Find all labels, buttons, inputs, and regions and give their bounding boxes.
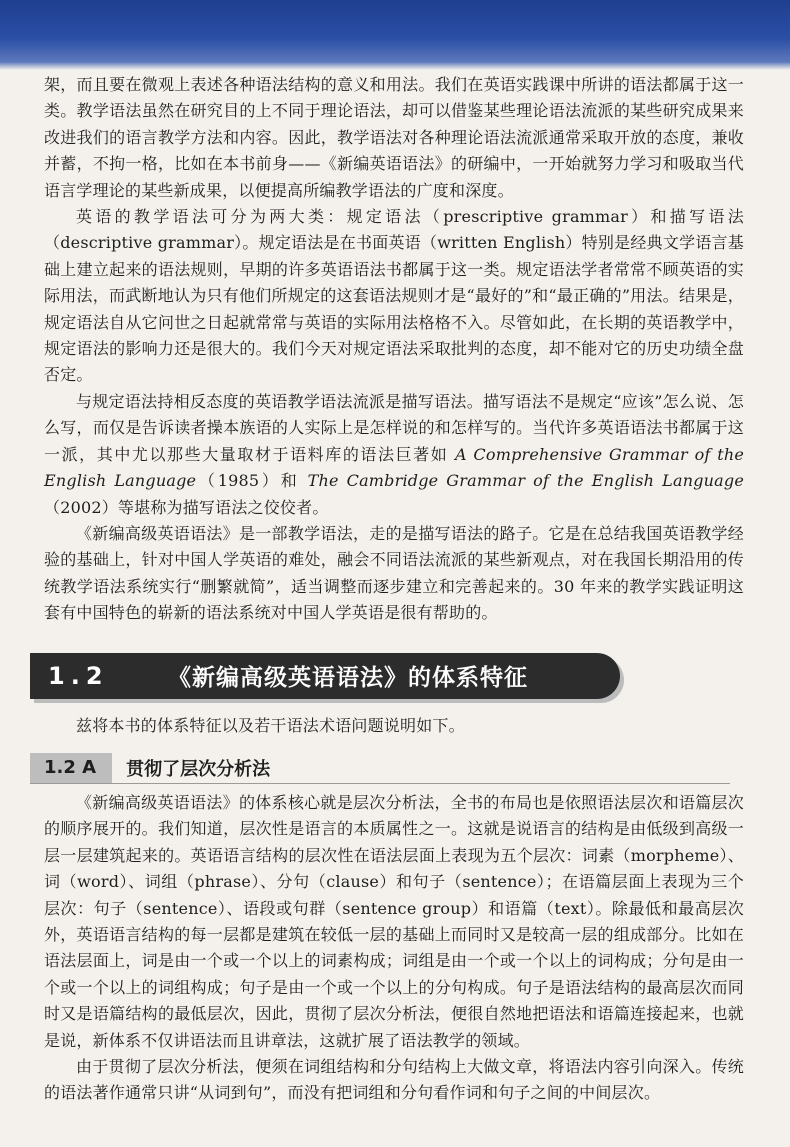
paragraph-hierarchy: 《新编高级英语语法》的体系核心就是层次分析法，全书的布局也是依照语法层次和语篇层次的顺序展开的。我们知道，层次性是语言的本质属性之一。这就是说语言的结构是由低级到高级一层一层建筑起来的。英语语言结构的层次性在语法层面上表现为五个层次：词素（morpheme）、词（word）、词组（phrase）、分句（clause）和句子（sentence）；在语篇层面上表现为三个层次：句子（sentence）、语段或句群（sentence group）和语篇（text）。除最低和最高层次外，英语语言结构的每一层都是建筑在较低一层的基础上而同时又是较高一层的组成部分。比如在语法层面上，词是由一个或一个以上的词素构成；词组是由一个或一个以上的词构成；分句是由一个或一个以上的词组构成；句子是由一个或一个以上的分句构成。句子是语法结构的最高层次而同时又是语篇结构的最低层次，因此，贯彻了层次分析法，便很自然地把语法和语篇连接起来，也就是说，新体系不仅讲语法而且讲章法，这就扩展了语法教学的领域。 <box>44 792 744 1050</box>
subsection-number: 1.2 A <box>30 753 112 783</box>
paragraph-descriptive <box>44 389 744 521</box>
page-body <box>44 72 744 1107</box>
cover-band <box>0 0 790 70</box>
descriptive-text-1: 与规定语法持相反态度的英语教学语法流派是描写语法。描写语法不是规定“应该”怎么说、怎么写，而仅是告诉读者操本族语的人实际上是怎样说的和怎样写的。当代许多英语语法书都属于这一派，其中尤以那些大量取材于语料库的语法巨著如 <box>44 391 744 464</box>
descriptive-text-2: （1985）和 <box>196 471 300 491</box>
book-title-comprehensive: A Comprehensive Grammar of the English Language <box>44 444 744 491</box>
subsection-heading <box>30 753 730 784</box>
paragraph-intro: 架，而且要在微观上表述各种语法结构的意义和用法。我们在英语实践课中所讲的语法都属于这一类。教学语法虽然在研究目的上不同于理论语法，却可以借鉴某些理论语法流派的某些研究成果来改进我们的语言教学方法和内容。因此，教学语法对各种理论语法流派通常采取开放的态度，兼收并蓄，不拘一格，比如在本书前身——《新编英语语法》的研编中，一开始就努力学习和吸取当代语言学理论的某些新成果，以便提高所编教学语法的广度和深度。 <box>44 75 744 200</box>
paragraph-prescriptive: 英语的教学语法可分为两大类：规定语法（prescriptive grammar）和描写语法（descriptive grammar）。规定语法是在书面英语（written English）特别是经典文学语言基础上建立起来的语法规则，早期的许多英语语法书都属于这一类。规定语法学者常常不顾英语的实际用法，而武断地认为只有他们所规定的这套语法规则才是“最好的”和“最正确的”用法。结果是，规定语法自从它问世之日起就常常与英语的实际用法格格不入。尽管如此，在长期的英语教学中，规定语法的影响力还是很大的。我们今天对规定语法采取批判的态度，却不能对它的历史功绩全盘否定。 <box>44 207 744 385</box>
paragraph-last: 由于贯彻了层次分析法，便须在词组结构和分句结构上大做文章，将语法内容引向深入。传统的语法著作通常只讲“从词到句”，而没有把词组和分句看作词和句子之间的中间层次。 <box>44 1057 744 1103</box>
section-number: 1.2 <box>48 661 109 690</box>
paragraph-advanced: 《新编高级英语语法》是一部教学语法，走的是描写语法的路子。它是在总结我国英语教学经验的基础上，针对中国人学英语的难处，融会不同语法流派的某些新观点，对在我国长期沿用的传统教学语法系统实行“删繁就简”，适当调整而逐步建立和完善起来的。30 年来的教学实践证明这套有中国特色的崭新的语法系统对中国人学英语是很有帮助的。 <box>44 523 744 623</box>
subsection-title: 贯彻了层次分析法 <box>126 758 271 780</box>
section-intro: 兹将本书的体系特征以及若干语法术语问题说明如下。 <box>76 715 465 735</box>
book-title-cambridge: The Cambridge Grammar of the English Language <box>307 471 745 491</box>
section-title: 《新编高级英语语法》的体系特征 <box>168 665 528 692</box>
descriptive-text-3: （2002）等堪称为描写语法之佼佼者。 <box>44 497 329 517</box>
section-heading <box>30 653 620 699</box>
